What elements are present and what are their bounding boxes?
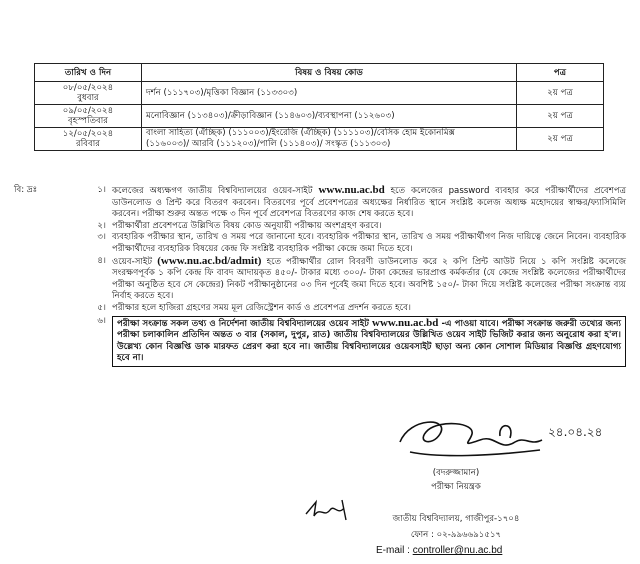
note-indent	[14, 256, 94, 303]
note-text-part: হতে কলেজের password ব্যবহার করে পরীক্ষার্থীদের প্রবেশপত্র ডাউনলোড ও প্রিন্ট করে বিতরণ করবেন। বিতরণের পূর্বে প্রবেশপত্রের অধ্যক্ষের নির্ধারিত স্থানে সংশ্লিষ্ট কলেজ অধ্যক্ষ মহোদয়ের স্বাক্ষর/ফ্যাসিমিলি করবেন। পরীক্ষা শুরুর অন্তত পক্ষে ৩ দিন পূর্বে প্রবেশপত্র বিতরণের কাজ শেষ করতে হবে।	[112, 186, 627, 220]
note-number: ১।	[97, 185, 106, 195]
table-header-row	[35, 64, 604, 82]
initial-signature	[300, 494, 360, 524]
organization: জাতীয় বিশ্ববিদ্যালয়, গাজীপুর-১৭০৪	[392, 514, 520, 524]
note-text-part: পরীক্ষা সংক্রান্ত সকল তথ্য ও নির্দেশনা জাতীয় বিশ্ববিদ্যালয়ের ওয়েব সাইট	[117, 318, 369, 329]
row-day: বৃহস্পতিবার	[67, 116, 109, 126]
note-indent	[14, 303, 94, 315]
row-day: বুধবার	[77, 93, 99, 103]
important-note-box	[112, 316, 626, 367]
table-row	[35, 105, 604, 128]
email-line	[376, 545, 502, 556]
signature-date: ২৪.০৪.২৪	[548, 425, 603, 439]
note-text-part: হতে পরীক্ষার্থীর রোল বিবরণী ডাউনলোড করে ২ কপি প্রিন্ট আউট নিয়ে ১ কপি সংশ্লিষ্ট কলেজে সংরক্ষণপূর্বক ১ কপি কেন্দ্র ফি বাবদ আদায়কৃত ৪৫০/- টাকার মধ্যে ৩০০/- টাকা কেন্দ্রের ভারপ্রাপ্ত কর্মকর্তার (যে কেন্দ্রে সংশ্লিষ্ট কলেজের পরীক্ষার্থীদের পরীক্ষা অনুষ্ঠিত হবে সে কেন্দ্রের) নিকট পরীক্ষানুষ্ঠানের ০৩ দিন পূর্বেই জমা দিতে হবে। অবশিষ্ট ১৫০/- টাকা দিয়ে সংশ্লিষ্ট কলেজের পরীক্ষা সংক্রান্ত ব্যয় নির্বাহ করতে হবে।	[112, 256, 627, 302]
note-text	[112, 185, 626, 221]
website-link[interactable]: www.nu.ac.bd	[372, 316, 439, 329]
website-link[interactable]: www.nu.ac.bd	[318, 184, 385, 196]
note-item-3	[14, 232, 626, 255]
row-date-cell	[35, 82, 142, 105]
note-text: ব্যবহারিক পরীক্ষার স্থান, তারিখ ও সময় পরে জানানো হবে। ব্যবহারিক পরীক্ষার স্থান, তারিখ ও সময় পরীক্ষার্থীগণ নিজ দায়িত্বে জেনে নিবেন। ব্যবহারিক পরীক্ষার্থীদের ব্যবহারিক বিষয়ের কেন্দ্র ফি সংশ্লিষ্ট ব্যবহারিক পরীক্ষা কেন্দ্রে জমা দিতে হবে।	[112, 232, 626, 254]
row-subject-line: বাংলা সাহিত্য (ঐচ্ছিক) (১১১০০৩)/ইংরেজি (ঐচ্ছিক) (১১১১০৩)/বেসিক হোম ইকোনমিক্স	[146, 128, 455, 138]
note-item-1	[14, 185, 626, 221]
row-subject: মনোবিজ্ঞান (১১৩৪০৩)/ক্রীড়াবিজ্ঞান (১১৪৬০৩)/ব্যবস্থাপনা (১১২৬০৩)	[142, 105, 517, 128]
note-text: পরীক্ষার্থীরা প্রবেশপত্রে উল্লিখিত বিষয় কোড অনুযায়ী পরীক্ষায় অংশগ্রহণ করবে।	[112, 220, 382, 231]
note-number: ৬।	[97, 315, 106, 326]
row-paper: ২য় পত্র	[517, 82, 604, 105]
table-row	[35, 128, 604, 151]
row-date: ০৯/০৫/২০২৪	[62, 106, 114, 116]
email-label: E-mail :	[376, 545, 410, 556]
row-subject	[142, 128, 517, 151]
row-paper: ২য় পত্র	[517, 105, 604, 128]
row-date-cell	[35, 105, 142, 128]
header-subject-code: বিষয় ও বিষয় কোড	[142, 64, 517, 82]
row-date: ০৮/০৫/২০২৪	[62, 83, 114, 93]
notes-label: বি: দ্রঃ	[14, 185, 38, 195]
header-paper: পত্র	[517, 64, 604, 82]
note-indent	[14, 316, 94, 367]
row-date: ১২/০৫/২০২৪	[62, 129, 114, 139]
initial-graphic	[300, 494, 360, 524]
signatory-title: পরীক্ষা নিয়ন্ত্রক	[431, 482, 481, 492]
note-text-part: ওয়েব-সাইট	[112, 256, 153, 267]
note-indent	[14, 232, 94, 255]
row-date-cell	[35, 128, 142, 151]
header-date-day: তারিখ ও দিন	[35, 64, 142, 82]
email-link[interactable]: controller@nu.ac.bd	[412, 545, 503, 556]
note-number: ৩।	[97, 232, 106, 243]
note-text	[112, 256, 626, 303]
exam-schedule-table	[34, 63, 604, 151]
row-day: রবিবার	[76, 139, 100, 149]
signature-graphic	[380, 412, 603, 468]
note-number: ৪।	[97, 255, 106, 266]
note-text-part: -এ পাওয়া যাবে। পরীক্ষা সংক্রান্ত জরুরী তথ্যের জন্য পরীক্ষা চলাকালিন প্রতিদিন অন্তত ৩ বার (সকাল, দুপুর, রাত) জাতীয় বিশ্ববিদ্যালয়ের উল্লিখিত ওয়েব সাইট ভিজিট করার জন্য অনুরোধ করা হ'ল। উল্লেখ্য কোন বিজ্ঞপ্তি ডাক মারফত প্রেরণ করা হবে না। জাতীয় বিশ্ববিদ্যালয়ের ওয়েবসাইট ছাড়া অন্য কোন সোশাল মিডিয়ার বিজ্ঞপ্তি গ্রহণযোগ্য হবে না।	[117, 318, 621, 364]
signature-image	[380, 412, 603, 468]
note-item-2	[14, 221, 626, 233]
note-item-6	[14, 316, 626, 367]
note-item-4	[14, 256, 626, 303]
admit-link[interactable]: (www.nu.ac.bd/admit)	[157, 254, 262, 267]
note-number: ২।	[97, 220, 106, 231]
notes-section	[14, 185, 626, 367]
note-text: পরীক্ষার হলে হাজিরা গ্রহণের সময় মূল রেজিস্ট্রেশন কার্ড ও প্রবেশপত্র প্রদর্শন করতে হবে।	[112, 302, 411, 313]
row-subject: দর্শন (১১১৭০৩)/মৃত্তিকা বিজ্ঞান (১১৩৩০৩)	[142, 82, 517, 105]
phone-number: ফোন : ০২-৯৯৬৬৯১৫১৭	[410, 530, 502, 540]
row-paper: ২য় পত্র	[517, 128, 604, 151]
note-item-5	[14, 303, 626, 315]
row-subject-line: (১১৬০০৩)/ আরবি (১১১২০৩)/পালি (১১১৪০৩)/ সংস্কৃত (১১১৩০৩)	[146, 139, 391, 149]
table-row	[35, 82, 604, 105]
note-indent	[14, 221, 94, 233]
note-number: ৫।	[97, 302, 106, 313]
signatory-name: (বদরুজ্জামান)	[432, 468, 480, 478]
note-text-part: কলেজের অধ্যক্ষগণ জাতীয় বিশ্ববিদ্যালয়ের ওয়েব-সাইট	[112, 186, 313, 196]
